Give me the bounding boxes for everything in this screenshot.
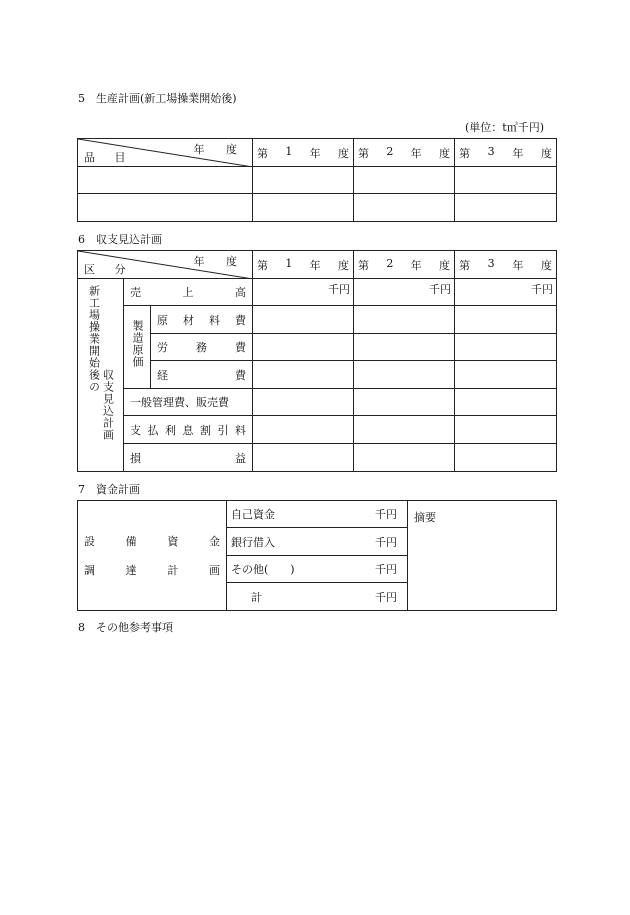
unit-label: 千円 (354, 279, 455, 306)
row-material-cost: 原 材 料 費 (151, 306, 253, 334)
year-2-header: 第 2 年 度 (354, 139, 455, 167)
funding-row-total: 計 千円 (227, 583, 408, 611)
income-header-diagonal (78, 251, 253, 279)
funding-row-other: その他( ) 千円 (227, 556, 408, 583)
year-1-header: 第 1 年 度 (253, 251, 354, 279)
year-2-header: 第 2 年 度 (354, 251, 455, 279)
production-header-diagonal (78, 139, 253, 167)
year-3-header: 第 3 年 度 (455, 139, 557, 167)
year-1-header: 第 1 年 度 (253, 139, 354, 167)
funding-row-own: 自己資金 千円 (227, 501, 408, 528)
header-year-label: 年 度 (193, 255, 247, 268)
table-row (78, 167, 557, 194)
row-interest-discount: 支 払 利 息 割 引 料 (124, 416, 253, 444)
funding-plan-table (77, 500, 557, 611)
unit-label: 千円 (455, 279, 557, 306)
funding-row-bank: 銀行借入 千円 (227, 528, 408, 556)
funding-label: 設 備 資 金 調 達 計 画 (78, 501, 227, 611)
header-item-label: 品 目 (84, 151, 134, 164)
mfg-cost-label: 製造原価 (124, 306, 151, 389)
section8-heading: 8 その他参考事項 (78, 621, 173, 634)
section5-heading: 5 生産計画(新工場操業開始後) (78, 92, 237, 105)
income-plan-table (77, 250, 557, 472)
header-year-label: 年 度 (193, 143, 246, 156)
row-profit-loss: 損 益 (124, 444, 253, 472)
table-row (78, 194, 557, 222)
remarks-label: 摘要 (414, 511, 436, 524)
vertical-section-label (78, 279, 124, 472)
unit-label: 千円 (253, 279, 354, 306)
row-expense: 経 費 (151, 361, 253, 389)
production-plan-table (77, 138, 557, 222)
section7-heading: 7 資金計画 (78, 483, 140, 496)
row-admin-sales-cost: 一般管理費、販売費 (124, 389, 253, 416)
vertical-label-a: 新工場操業開始後の (87, 285, 101, 393)
vertical-label-b: 収支見込計画 (101, 369, 115, 441)
row-sales: 売 上 高 (124, 279, 253, 306)
row-labor-cost: 労 務 費 (151, 334, 253, 361)
section5-unit: (単位：t㎥千円) (465, 121, 545, 134)
remarks-cell (408, 501, 557, 611)
year-3-header: 第 3 年 度 (455, 251, 557, 279)
header-category-label: 区 分 (84, 263, 134, 276)
section6-heading: 6 収支見込計画 (78, 233, 162, 246)
